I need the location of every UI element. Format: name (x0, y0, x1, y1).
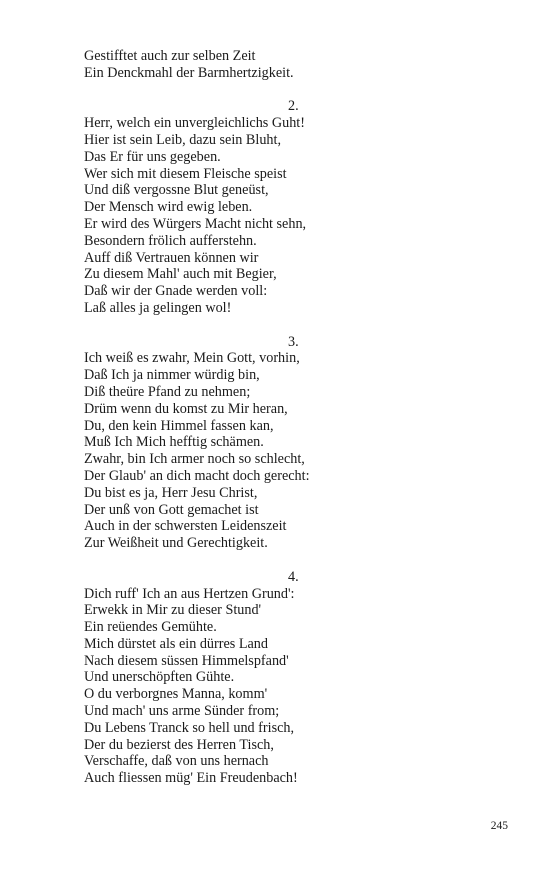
verse-line: Hier ist sein Leib, dazu sein Bluht, (84, 131, 282, 148)
verse-line: Nach diesem süssen Himmelspfand' (84, 652, 289, 669)
verse-line: Verschaffe, daß von uns hernach (84, 753, 269, 770)
stanza-1 (84, 48, 464, 82)
verse-line: Erwekk in Mir zu dieser Stund' (84, 602, 262, 619)
verse-line: Daß wir der Gnade werden voll: (84, 283, 268, 300)
verse-line: Auch fliessen müg' Ein Freudenbach! (84, 770, 298, 787)
verse-line: Ich weiß es zwahr, Mein Gott, vorhin, (84, 350, 300, 367)
verse-line: Der Glaub' an dich macht doch gerecht: (84, 467, 310, 484)
verse-line: O du verborgnes Manna, komm' (84, 686, 268, 703)
verse-line: Mich dürstet als ein dürres Land (84, 635, 268, 652)
verse-line: Diß theüre Pfand zu nehmen; (84, 383, 251, 400)
verse-line: Du, den kein Himmel fassen kan, (84, 417, 274, 434)
verse-line: Daß Ich ja nimmer würdig bin, (84, 367, 260, 384)
verse-line: Und unerschöpften Gühte. (84, 669, 235, 686)
verse-line: Zur Weißheit und Gerechtigkeit. (84, 535, 268, 552)
verse-line: Dich ruff' Ich an aus Hertzen Grund': (84, 585, 295, 602)
stanza-number: 4. (288, 568, 299, 585)
verse-line: Auch in der schwersten Leidenszeit (84, 518, 287, 535)
stanza-2 (84, 98, 464, 316)
stanza-number: 2. (288, 98, 299, 115)
verse-line: Ein Denckmahl der Barmhertzigkeit. (84, 64, 294, 81)
verse-line: Und mach' uns arme Sünder from; (84, 703, 280, 720)
verse-line: Drüm wenn du komst zu Mir heran, (84, 400, 288, 417)
verse-line: Der unß von Gott gemachet ist (84, 501, 259, 518)
page-number: 245 (490, 820, 508, 832)
verse-line: Zwahr, bin Ich armer noch so schlecht, (84, 451, 305, 468)
verse-line: Ein reüendes Gemühte. (84, 619, 217, 636)
verse-line: Besondern frölich aufferstehn. (84, 232, 257, 249)
stanza-3 (84, 334, 464, 552)
verse-line: Auff diß Vertrauen können wir (84, 249, 259, 266)
verse-line: Zu diesem Mahl' auch mit Begier, (84, 266, 277, 283)
verse-line: Das Er für uns gegeben. (84, 148, 221, 165)
verse-line: Gestifftet auch zur selben Zeit (84, 48, 256, 64)
stanza-number: 3. (288, 333, 299, 350)
poem-text (84, 48, 464, 787)
verse-line: Laß alles ja gelingen wol! (84, 299, 232, 316)
verse-line: Und diß vergossne Blut geneüst, (84, 182, 269, 199)
verse-line: Du bist es ja, Herr Jesu Christ, (84, 484, 258, 501)
stanza-4 (84, 569, 464, 787)
verse-line: Herr, welch ein unvergleichlichs Guht! (84, 115, 305, 132)
verse-line: Du Lebens Tranck so hell und frisch, (84, 719, 295, 736)
verse-line: Wer sich mit diesem Fleische speist (84, 165, 287, 182)
verse-line: Muß Ich Mich hefftig schämen. (84, 434, 264, 451)
verse-line: Er wird des Würgers Macht nicht sehn, (84, 215, 307, 232)
verse-line: Der Mensch wird ewig leben. (84, 199, 253, 216)
verse-line: Der du bezierst des Herren Tisch, (84, 736, 274, 753)
